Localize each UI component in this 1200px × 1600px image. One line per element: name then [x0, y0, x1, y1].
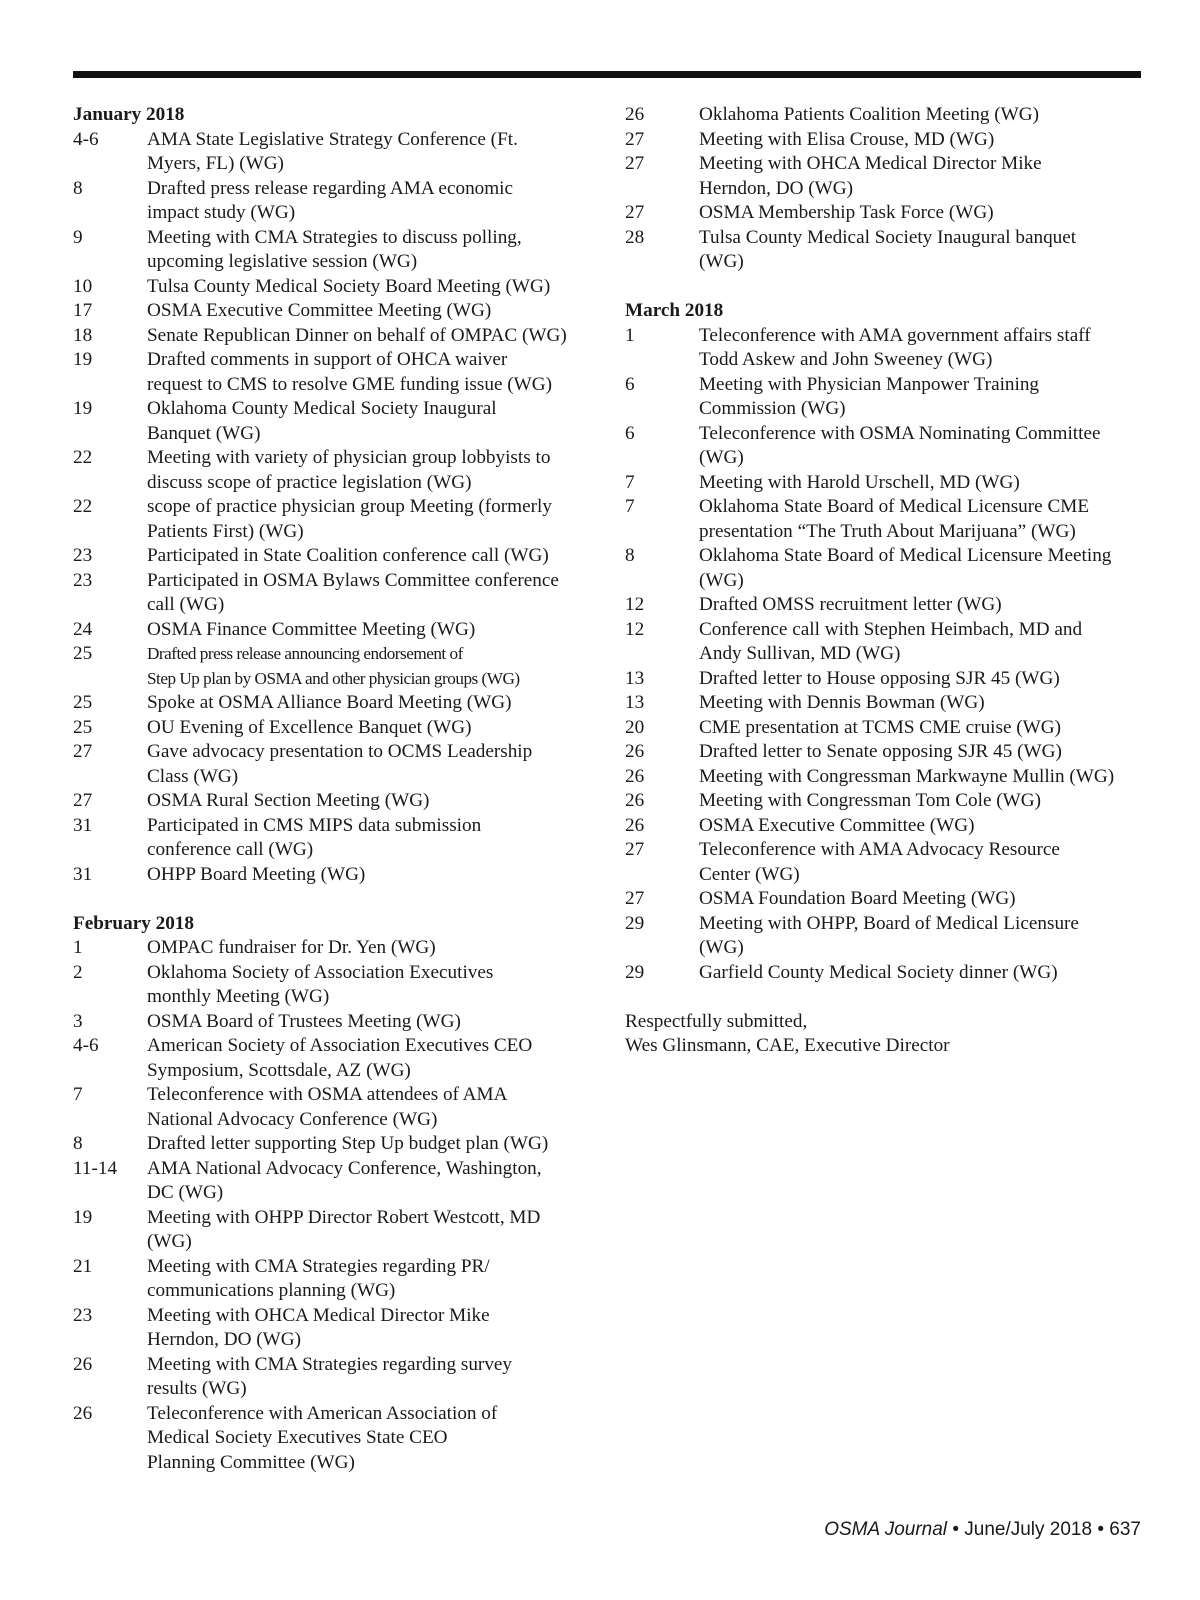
entry-description: Garfield County Medical Society dinner (WG): [699, 961, 1058, 983]
footer-separator: •: [1097, 1519, 1105, 1540]
entry-description: Drafted letter supporting Step Up budget plan (WG): [147, 1133, 549, 1154]
activity-entry: [625, 128, 1145, 153]
entry-date: 17: [73, 300, 93, 321]
entry-description: Teleconference with American Association of Medical Society Executives State CEO Planning Committee (WG): [147, 1402, 498, 1473]
entry-description: OHPP Board Meeting (WG): [147, 863, 366, 885]
entry-description: Gave advocacy presentation to OCMS Leadership Class (WG): [147, 741, 533, 787]
entry-description: Meeting with Dennis Bowman (WG): [699, 692, 985, 713]
entry-description: Participated in CMS MIPS data submission conference call (WG): [147, 814, 482, 860]
entry-date: 31: [73, 814, 93, 836]
activity-entry: [73, 618, 593, 643]
entry-date: 1: [625, 324, 635, 346]
entry-date: 3: [73, 1010, 83, 1032]
activity-entry: [73, 1083, 593, 1132]
entry-description: Conference call with Stephen Heimbach, MD and Andy Sullivan, MD (WG): [699, 618, 1083, 664]
activity-entry: [73, 569, 593, 618]
entry-description: Teleconference with AMA government affairs staff Todd Askew and John Sweeney (WG): [699, 324, 1091, 370]
entry-date: 25: [73, 643, 93, 664]
activity-entry: [625, 593, 1145, 618]
entry-description: OSMA Membership Task Force (WG): [699, 202, 994, 223]
entry-date: 22: [73, 496, 93, 517]
activity-entry: [73, 691, 593, 716]
activity-entry: [625, 103, 1145, 128]
activity-entry: [73, 863, 593, 888]
entry-date: 7: [73, 1084, 83, 1105]
activity-entry: [625, 691, 1145, 716]
activity-entry: [73, 397, 593, 446]
activity-entry: [73, 128, 593, 177]
entry-date: 19: [73, 349, 93, 370]
entry-date: 27: [625, 128, 645, 150]
activity-entry: [73, 1206, 593, 1255]
section-heading: January 2018: [73, 104, 185, 125]
entry-date: 26: [625, 790, 645, 811]
activity-entry: [73, 936, 593, 961]
activity-entry: [625, 716, 1145, 741]
entry-description: OMPAC fundraiser for Dr. Yen (WG): [147, 937, 436, 958]
entry-description: Teleconference with OSMA Nominating Committee (WG): [699, 422, 1101, 468]
entry-description: Drafted OMSS recruitment letter (WG): [699, 594, 1002, 615]
section-spacer: [73, 887, 593, 912]
entry-description: Meeting with Elisa Crouse, MD (WG): [699, 128, 995, 150]
activity-entry: [73, 226, 593, 275]
activity-entry: [73, 789, 593, 814]
entry-date: 8: [625, 545, 635, 566]
activity-entry: [73, 324, 593, 349]
activity-entry: [73, 1010, 593, 1035]
entry-date: 24: [73, 618, 93, 640]
footer-page-number: 637: [1109, 1519, 1141, 1540]
entry-date: 4-6: [73, 128, 99, 150]
entry-date: 28: [625, 226, 645, 248]
section-spacer: [625, 275, 1145, 300]
entry-date: 22: [73, 447, 93, 468]
activity-entry: [73, 814, 593, 863]
activity-entry: [625, 765, 1145, 790]
entry-date: 27: [625, 202, 645, 223]
entry-date: 9: [73, 226, 83, 248]
activity-entry: [73, 740, 593, 789]
entry-description: Meeting with CMA Strategies regarding PR/ communications planning (WG): [147, 1255, 490, 1301]
entry-description: OU Evening of Excellence Banquet (WG): [147, 716, 472, 738]
entry-description: Spoke at OSMA Alliance Board Meeting (WG): [147, 692, 512, 713]
activity-entry: [73, 1132, 593, 1157]
entry-date: 27: [73, 790, 93, 811]
entry-date: 20: [625, 716, 645, 738]
entry-date: 12: [625, 618, 645, 640]
activity-entry: [625, 618, 1145, 667]
entry-description: Meeting with CMA Strategies to discuss polling, upcoming legislative session (WG): [147, 226, 522, 272]
section-heading: February 2018: [73, 912, 194, 934]
entry-description: Tulsa County Medical Society Inaugural banquet (WG): [699, 226, 1077, 272]
entry-date: 4-6: [73, 1035, 99, 1056]
signature-closing: Respectfully submitted,: [625, 1010, 808, 1032]
entry-date: 10: [73, 275, 93, 297]
entry-description: Meeting with OHPP, Board of Medical Licensure (WG): [699, 912, 1079, 958]
activity-entry: [73, 348, 593, 397]
activity-entry: [73, 1304, 593, 1353]
entry-date: 8: [73, 177, 83, 199]
entry-description: OSMA Foundation Board Meeting (WG): [699, 888, 1016, 909]
entry-description: Teleconference with AMA Advocacy Resource Center (WG): [699, 839, 1060, 885]
activity-entry: [625, 887, 1145, 912]
entry-description: Participated in State Coalition conference call (WG): [147, 545, 549, 566]
right-column: [625, 103, 1145, 1059]
activity-entry: [625, 373, 1145, 422]
activity-entry: [73, 1034, 593, 1083]
entry-date: 13: [625, 667, 645, 689]
entry-description: OSMA Executive Committee (WG): [699, 814, 975, 836]
section-spacer: [625, 985, 1145, 1010]
activity-entry: [625, 324, 1145, 373]
entry-date: 21: [73, 1255, 93, 1277]
entry-date: 27: [73, 741, 93, 762]
activity-entry: [73, 716, 593, 741]
entry-description: American Society of Association Executives CEO Symposium, Scottsdale, AZ (WG): [147, 1035, 533, 1081]
signature-name: Wes Glinsmann, CAE, Executive Director: [625, 1035, 950, 1056]
entry-date: 23: [73, 1304, 93, 1326]
entry-description: scope of practice physician group Meeting (formerly Patients First) (WG): [147, 496, 552, 542]
entry-date: 19: [73, 1206, 93, 1228]
entry-description: Meeting with OHCA Medical Director Mike Herndon, DO (WG): [147, 1304, 490, 1350]
footer-journal: OSMA Journal: [824, 1519, 948, 1540]
entry-date: 8: [73, 1133, 83, 1154]
entry-description: Oklahoma State Board of Medical Licensure Meeting (WG): [699, 545, 1112, 591]
entry-description: Senate Republican Dinner on behalf of OMPAC (WG): [147, 324, 567, 346]
activity-entry: [73, 275, 593, 300]
entry-description: OSMA Finance Committee Meeting (WG): [147, 618, 476, 640]
footer-issue: June/July 2018: [964, 1519, 1093, 1540]
entry-date: 7: [625, 496, 635, 517]
entry-date: 19: [73, 398, 93, 419]
section-heading: March 2018: [625, 300, 724, 321]
activity-entry: [625, 814, 1145, 839]
entry-description: Oklahoma Society of Association Executives monthly Meeting (WG): [147, 961, 494, 1007]
activity-entry: [73, 544, 593, 569]
entry-date: 27: [625, 153, 645, 174]
activity-entry: [625, 789, 1145, 814]
entry-date: 26: [73, 1402, 93, 1424]
entry-date: 26: [625, 104, 645, 125]
entry-date: 6: [625, 373, 635, 395]
entry-description: Participated in OSMA Bylaws Committee conference call (WG): [147, 569, 559, 615]
entry-date: 2: [73, 961, 83, 983]
entry-description: Meeting with Harold Urschell, MD (WG): [699, 471, 1020, 493]
entry-date: 11-14: [73, 1157, 118, 1179]
activity-entry: [73, 1255, 593, 1304]
entry-description: OSMA Executive Committee Meeting (WG): [147, 300, 492, 321]
entry-description: Meeting with Congressman Tom Cole (WG): [699, 790, 1042, 811]
activity-entry: [73, 177, 593, 226]
entry-description: Drafted press release announcing endorsement of Step Up plan by OSMA and other physician groups (WG): [147, 644, 520, 688]
entry-description: Oklahoma County Medical Society Inaugural Banquet (WG): [147, 398, 497, 444]
entry-description: Meeting with CMA Strategies regarding survey results (WG): [147, 1353, 513, 1399]
entry-date: 27: [625, 839, 645, 860]
activity-entry: [73, 1353, 593, 1402]
entry-date: 26: [625, 814, 645, 836]
activity-entry: [73, 495, 593, 544]
activity-entry: [625, 838, 1145, 887]
entry-description: Oklahoma Patients Coalition Meeting (WG): [699, 104, 1039, 125]
activity-entry: [625, 201, 1145, 226]
activity-entry: [625, 544, 1145, 593]
entry-date: 12: [625, 594, 645, 615]
entry-date: 23: [73, 569, 93, 591]
entry-description: Tulsa County Medical Society Board Meeting (WG): [147, 275, 551, 297]
activity-entry: [625, 471, 1145, 496]
page-footer: [824, 1519, 1141, 1541]
entry-date: 7: [625, 471, 635, 493]
entry-description: Oklahoma State Board of Medical Licensure CME presentation “The Truth About Marijuana” (WG): [699, 496, 1090, 542]
entry-date: 13: [625, 692, 645, 713]
entry-description: Teleconference with OSMA attendees of AMA National Advocacy Conference (WG): [147, 1084, 508, 1130]
entry-description: Meeting with Congressman Markwayne Mullin (WG): [699, 765, 1115, 787]
entry-date: 1: [73, 937, 83, 958]
entry-description: OSMA Rural Section Meeting (WG): [147, 790, 430, 811]
activity-entry: [625, 740, 1145, 765]
entry-date: 25: [73, 692, 93, 713]
entry-description: Meeting with variety of physician group lobbyists to discuss scope of practice legislation (WG): [147, 447, 551, 493]
activity-entry: [73, 299, 593, 324]
entry-date: 23: [73, 545, 93, 566]
entry-description: Meeting with Physician Manpower Training Commission (WG): [699, 373, 1040, 419]
entry-date: 26: [625, 765, 645, 787]
activity-entry: [73, 1157, 593, 1206]
activity-entry: [73, 446, 593, 495]
entry-description: Meeting with OHCA Medical Director Mike Herndon, DO (WG): [699, 153, 1042, 199]
left-column: [73, 103, 593, 1475]
footer-separator: •: [952, 1519, 959, 1540]
activity-entry: [625, 912, 1145, 961]
activity-entry: [625, 152, 1145, 201]
activity-entry: [73, 1402, 593, 1476]
entry-description: Drafted letter to Senate opposing SJR 45 (WG): [699, 741, 1062, 762]
entry-description: Meeting with OHPP Director Robert Westcott, MD (WG): [147, 1206, 541, 1252]
activity-entry: [625, 667, 1145, 692]
activity-entry: [625, 422, 1145, 471]
top-rule: [73, 71, 1141, 78]
entry-date: 6: [625, 422, 635, 444]
entry-date: 27: [625, 888, 645, 909]
entry-description: OSMA Board of Trustees Meeting (WG): [147, 1010, 461, 1032]
entry-date: 31: [73, 863, 93, 885]
entry-description: Drafted comments in support of OHCA waiver request to CMS to resolve GME funding issue (WG): [147, 349, 553, 395]
activity-entry: [73, 961, 593, 1010]
activity-entry: [625, 961, 1145, 986]
activity-entry: [625, 495, 1145, 544]
signature-block: [625, 1010, 1145, 1059]
activity-entry: [73, 642, 593, 691]
entry-date: 25: [73, 716, 93, 738]
activity-entry: [625, 226, 1145, 275]
entry-description: AMA State Legislative Strategy Conference (Ft. Myers, FL) (WG): [147, 128, 518, 174]
entry-description: CME presentation at TCMS CME cruise (WG): [699, 716, 1062, 738]
entry-description: Drafted letter to House opposing SJR 45 (WG): [699, 667, 1060, 689]
entry-description: Drafted press release regarding AMA economic impact study (WG): [147, 177, 514, 223]
entry-date: 29: [625, 961, 645, 983]
entry-description: AMA National Advocacy Conference, Washington, DC (WG): [147, 1157, 542, 1203]
entry-date: 18: [73, 324, 93, 346]
entry-date: 26: [625, 741, 645, 762]
entry-date: 26: [73, 1353, 93, 1375]
entry-date: 29: [625, 912, 645, 934]
